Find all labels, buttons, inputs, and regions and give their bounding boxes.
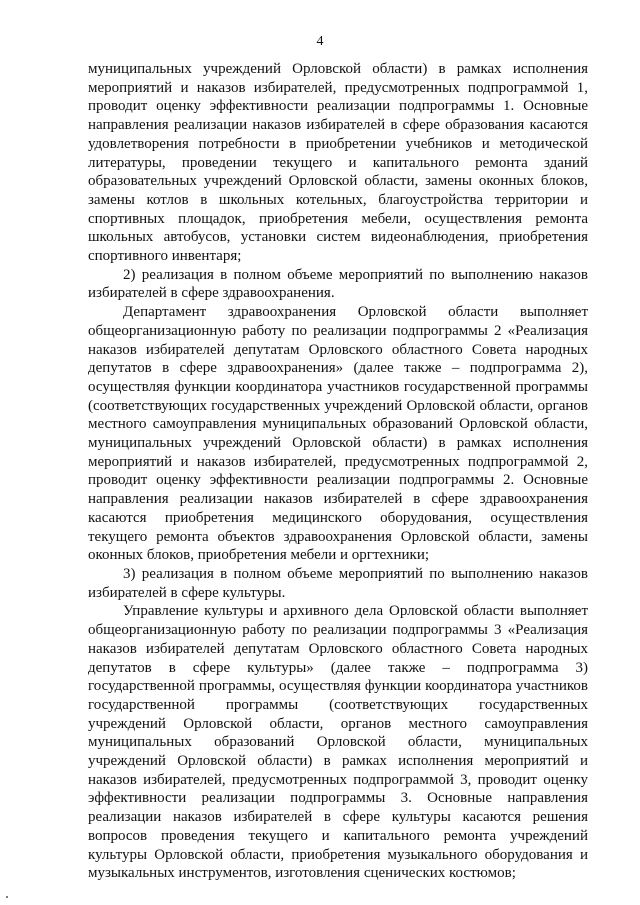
paragraph-culture-department: Управление культуры и архивного дела Орловской области выполняет общеорганизационную работу по реализации подпрограммы 3 «Реализация наказов избирателей депутатам Орловского областного Совета народных депутатов в сфере культуры» (далее также – подпрограмма 3) государственной программы, осуществляя функции координатора участников государственной программы (соответствующих государственных учреждений Орловской области, органов местного самоуправления муниципальных образований Орловской области, муниципальных учреждений Орловской области) в рамках исполнения мероприятий и наказов избирателей, предусмотренных подпрограммой 3, проводит оценку эффективности реализации подпрограммы 3. Основные направления реализации наказов избирателей в сфере культуры касаются решения вопросов проведения текущего и капитального ремонта учреждений культуры Орловской области, приобретения музыкального оборудования и музыкальных инструментов, изготовления сценических костюмов; [88, 603, 588, 882]
document-body [88, 60, 588, 883]
paragraph-item-3-culture: 3) реализация в полном объеме мероприятий по выполнению наказов избирателей в сфере культуры. [88, 565, 588, 601]
page-number: 4 [316, 34, 324, 49]
paragraph-subprogram-1-continuation: муниципальных учреждений Орловской области) в рамках исполнения мероприятий и наказов избирателей, предусмотренных подпрограммой 1, проводит оценку эффективности реализации подпрограммы 1. Основные направления реализации наказов избирателей в сфере образования касаются удовлетворения потребности в приобретении учебников и методической литературы, проведении текущего и капитального ремонта зданий образовательных учреждений Орловской области, замены оконных блоков, замены котлов в школьных котельных, благоустройства территории и спортивных площадок, приобретения мебели, осуществления ремонта школьных автобусов, установки систем видеонаблюдения, приобретения спортивного инвентаря; [88, 61, 588, 265]
paragraph-healthcare-department: Департамент здравоохранения Орловской области выполняет общеорганизационную работу по реализации подпрограммы 2 «Реализация наказов избирателей депутатам Орловского областного Совета народных депутатов в сфере здравоохранения» (далее также – подпрограмма 2), осуществляя функции координатора участников государственной программы (соответствующих государственных учреждений Орловской области, органов местного самоуправления муниципальных образований Орловской области, муниципальных учреждений Орловской области) в рамках исполнения мероприятий и наказов избирателей, предусмотренных подпрограммой 2, проводит оценку эффективности реализации подпрограммы 2. Основные направления реализации наказов избирателей в сфере здравоохранения касаются приобретения медицинского оборудования, осуществления текущего ремонта объектов здравоохранения Орловской области, замены оконных блоков, приобретения мебели и оргтехники; [88, 304, 588, 564]
scan-speck [6, 896, 8, 898]
paragraph-item-2-healthcare: 2) реализация в полном объеме мероприятий по выполнению наказов избирателей в сфере здравоохранения. [88, 266, 588, 302]
